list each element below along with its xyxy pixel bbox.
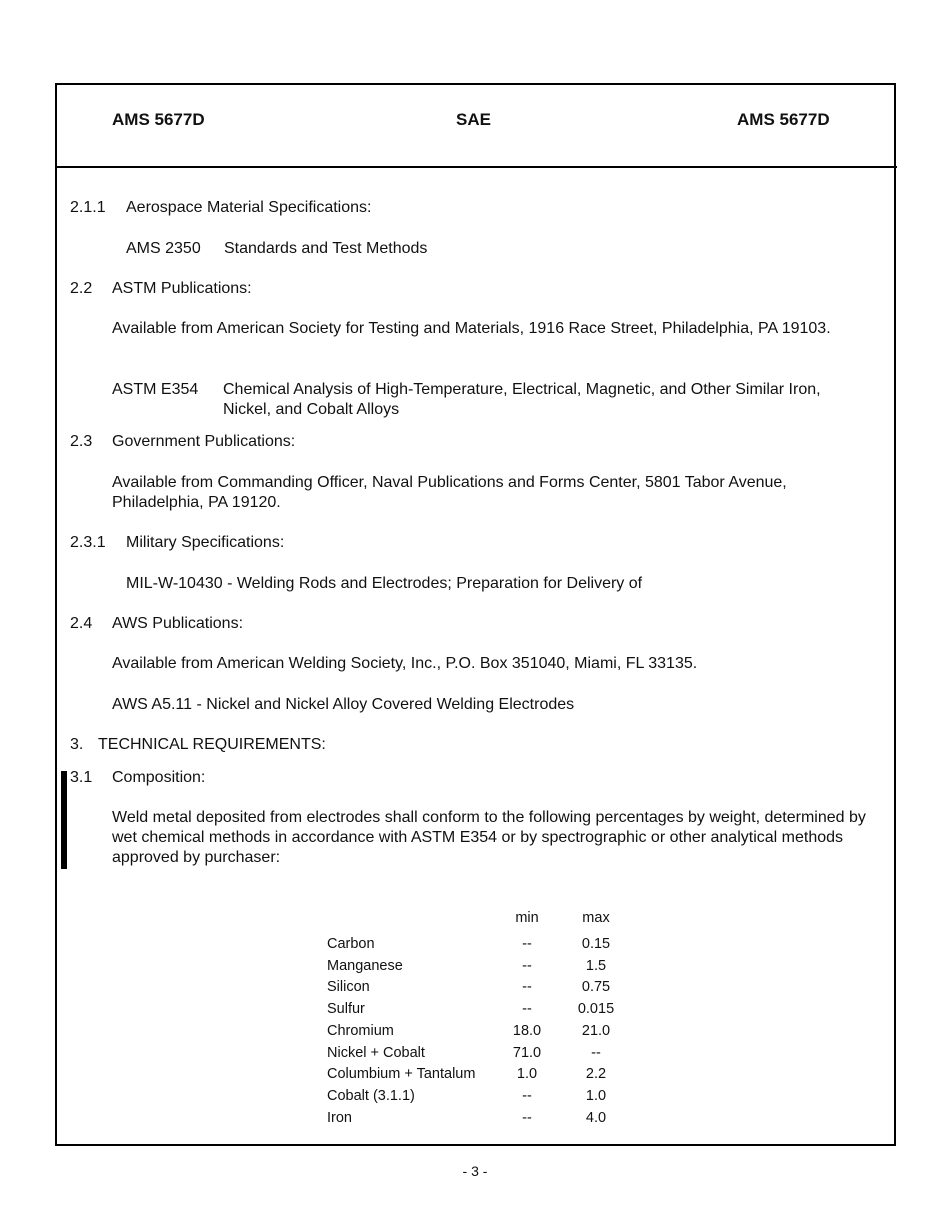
section-2-4-title: AWS Publications:: [112, 615, 244, 632]
section-2-3-number: 2.3: [70, 433, 93, 450]
max-value: 4.0: [585, 1109, 607, 1126]
composition-row-carbon: [327, 936, 647, 954]
section-2-4-number: 2.4: [70, 615, 93, 632]
min-value: --: [522, 936, 532, 952]
header-left-doc-id: AMS 5677D: [112, 110, 205, 129]
min-value: --: [522, 979, 532, 996]
max-value: --: [591, 1044, 601, 1061]
element-name: Carbon: [327, 936, 375, 952]
section-2-3-1-number: 2.3.1: [70, 534, 106, 551]
max-value: 1.0: [585, 1087, 607, 1104]
element-name: Cobalt (3.1.1): [327, 1087, 415, 1104]
section-2-2-number: 2.2: [70, 280, 93, 297]
min-column-header: min: [515, 910, 539, 926]
mil-w-10430-reference: MIL-W-10430 - Welding Rods and Electrodes; Preparation for Delivery of: [126, 575, 643, 592]
composition-row-nickel-cobalt: [327, 1045, 647, 1063]
section-3-title: TECHNICAL REQUIREMENTS:: [98, 736, 326, 753]
composition-row-iron: [327, 1110, 647, 1128]
element-name: Columbium + Tantalum: [327, 1066, 476, 1083]
section-3-number: 3.: [70, 736, 84, 753]
composition-row-silicon: [327, 979, 647, 997]
max-value: 0.75: [581, 979, 611, 996]
section-2-3-title: Government Publications:: [112, 433, 296, 450]
element-name: Manganese: [327, 957, 403, 974]
composition-row-chromium: [327, 1023, 647, 1041]
composition-row-sulfur: [327, 1001, 647, 1019]
min-value: --: [522, 957, 532, 974]
section-2-1-1-title: Aerospace Material Specifications:: [126, 199, 372, 216]
min-value: 18.0: [512, 1022, 542, 1039]
min-value: 1.0: [516, 1066, 538, 1083]
section-2-2-title: ASTM Publications:: [112, 280, 252, 297]
min-value: 71.0: [512, 1044, 542, 1061]
min-value: --: [522, 1087, 532, 1104]
ams-2350-title: Standards and Test Methods: [224, 240, 428, 257]
header-center-org: SAE: [456, 110, 491, 129]
aws-a5-11-reference: AWS A5.11 - Nickel and Nickel Alloy Covered Welding Electrodes: [112, 696, 575, 713]
composition-header-row: [327, 910, 647, 928]
min-value: --: [522, 1109, 532, 1126]
section-2-1-1-number: 2.1.1: [70, 199, 106, 216]
composition-row-cobalt: [327, 1088, 647, 1106]
astm-e354-title: Chemical Analysis of High-Temperature, Electrical, Magnetic, and Other Similar Iron, Nickel, and Cobalt Alloys: [223, 381, 821, 418]
section-2-3-1-title: Military Specifications:: [126, 534, 285, 551]
element-name: Nickel + Cobalt: [327, 1044, 425, 1061]
header-right-doc-id: AMS 5677D: [737, 110, 830, 129]
revision-change-bar: [61, 771, 67, 869]
section-3-1-title: Composition:: [112, 769, 206, 786]
page-number: - 3 -: [462, 1163, 488, 1179]
astm-availability: Available from American Society for Testing and Materials, 1916 Race Street, Philadelphia, PA 19103.: [112, 320, 831, 337]
max-value: 21.0: [581, 1022, 611, 1039]
composition-row-manganese: [327, 958, 647, 976]
ams-2350-code: AMS 2350: [126, 240, 201, 257]
min-value: --: [522, 1001, 532, 1018]
max-value: 0.15: [581, 936, 611, 952]
max-value: 0.015: [577, 1001, 615, 1018]
max-value: 1.5: [585, 957, 607, 974]
max-value: 2.2: [585, 1066, 607, 1083]
composition-row-columbium-tantalum: [327, 1066, 647, 1084]
aws-availability: Available from American Welding Society, Inc., P.O. Box 351040, Miami, FL 33135.: [112, 655, 698, 672]
government-availability: Available from Commanding Officer, Naval Publications and Forms Center, 5801 Tabor Avenue, Philadelphia, PA 19120.: [112, 474, 787, 511]
element-name: Sulfur: [327, 1001, 365, 1018]
max-column-header: max: [582, 910, 610, 926]
composition-paragraph: Weld metal deposited from electrodes shall conform to the following percentages by weight, determined by wet chemical methods in accordance with ASTM E354 or by spectrographic or other analytical methods approved by purchaser:: [112, 809, 866, 866]
element-name: Chromium: [327, 1022, 394, 1039]
element-name: Silicon: [327, 979, 370, 996]
element-name: Iron: [327, 1109, 352, 1126]
header-rule: [55, 166, 897, 168]
section-3-1-number: 3.1: [70, 769, 93, 786]
astm-e354-code: ASTM E354: [112, 381, 199, 398]
